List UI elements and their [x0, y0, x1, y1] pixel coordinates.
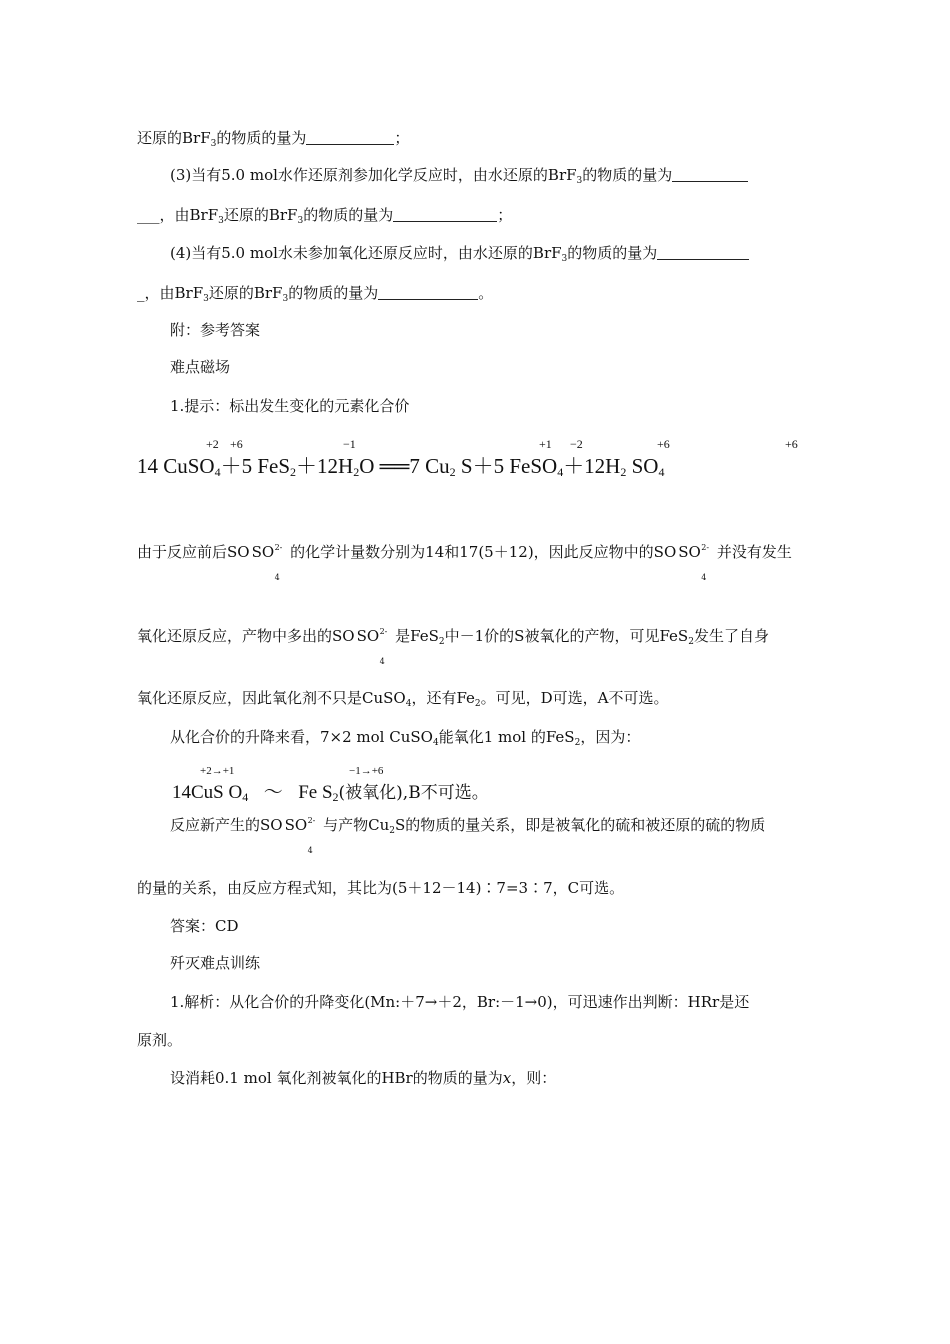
- sulfate-ion: SO 2- 4: [251, 543, 283, 582]
- question-3-line: (3)当有5.0 mol水作还原剂参加化学反应时，由水还原的BrF$_3$的物质的量为: [170, 165, 748, 191]
- hint-line: 1.提示：标出发生变化的元素化合价: [170, 397, 410, 415]
- answer-blank[interactable]: [672, 167, 748, 182]
- question-4-line: (4)当有5.0 mol水未参加氧化还原反应时，由水还原的BrF$_3$的物质的量为: [170, 243, 749, 269]
- explanation-line-2: 氧化还原反应，产物中多出的SO SO 2- 4 是FeS$_2$中－1价的S被氧化的产物，可见FeS$_2$发生了自身: [137, 627, 769, 666]
- ox-state-s: +6: [657, 437, 670, 451]
- ox-state-cu: +2: [206, 437, 219, 451]
- answer-blank[interactable]: [306, 130, 394, 145]
- ox-state-s: +6: [785, 437, 798, 451]
- answer-blank[interactable]: [657, 245, 749, 260]
- section-heading-training: 歼灭难点训练: [170, 954, 261, 972]
- explanation-line-5: 反应新产生的SO SO 2- 4 与产物$Cu_2S$的物质的量关系，即是被氧化的硫和被还原的硫的物质: [170, 816, 766, 855]
- ox-state-s: +6: [230, 437, 243, 451]
- ox-change-label: +2→+1: [200, 765, 235, 777]
- sulfate-ion: SO 2- 4: [356, 627, 388, 666]
- ox-change-label: −1→+6: [349, 765, 384, 777]
- analysis-line-1: 1.解析：从化合价的升降变化(Mn:＋7→＋2，Br:－1→0)，可迅速作出判断：HRr是还: [170, 993, 750, 1011]
- analysis-line-3: 设消耗0.1 mol 氧化剂被氧化的HBr的物质的量为x，则：: [170, 1069, 557, 1087]
- sulfate-ion: SO 2- 4: [284, 816, 316, 855]
- analysis-line-2: 原剂。: [137, 1031, 183, 1049]
- answer-blank[interactable]: [378, 285, 478, 300]
- redox-equation-1: 14 CuSO4＋5 FeS2＋12H2O ══7 Cu2 S＋5 FeSO4＋12H2 SO4: [137, 454, 665, 479]
- question-4-continued: _，由BrF$_3$还原的BrF$_3$的物质的量为 。: [137, 284, 494, 304]
- ox-state-s: −1: [343, 437, 356, 451]
- explanation-line-1: 由于反应前后SO SO 2- 4 的化学计量数分别为14和17(5＋12)，因此反应物中的SO SO 2- 4 并没有发生: [137, 543, 792, 582]
- redox-relation-equation: 14CuS O4 ～ Fe S2(被氧化),B不可选。: [172, 782, 489, 804]
- appendix-heading: 附：参考答案: [170, 321, 261, 339]
- text-line-1: 还原的BrF$_3$的物质的量为 ；: [137, 129, 410, 149]
- sulfate-ion: SO 2- 4: [678, 543, 710, 582]
- answer-blank[interactable]: [393, 207, 497, 222]
- ox-state-cu: +1: [539, 437, 552, 451]
- explanation-line-3: 氧化还原反应，因此氧化剂不只是CuSO$_4$，还有$Fe_2$。可见，D可选，A不可选。: [137, 689, 669, 709]
- explanation-line-4: 从化合价的升降来看，7×2 mol CuSO$_4$能氧化1 mol 的FeS$_2$，因为：: [170, 728, 641, 748]
- ox-state-s: −2: [570, 437, 583, 451]
- answer-line: 答案：CD: [170, 917, 239, 935]
- explanation-line-6: 的量的关系，由反应方程式知，其比为(5＋12－14)∶7=3∶7，C可选。: [137, 879, 625, 897]
- question-3-continued: ___，由BrF$_3$还原的BrF$_3$的物质的量为 ；: [137, 206, 513, 226]
- section-heading-difficulty: 难点磁场: [170, 358, 231, 376]
